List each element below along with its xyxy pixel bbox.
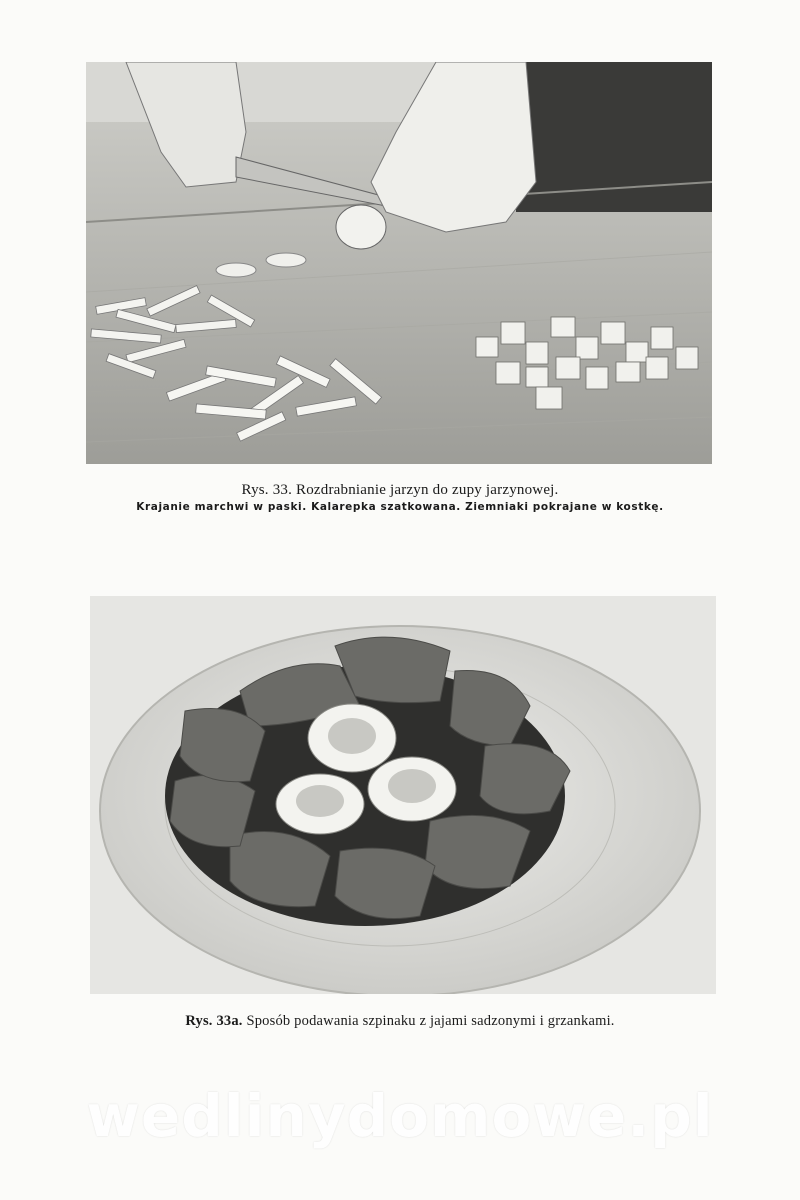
figure-2-caption [0,1013,800,1030]
figure-1-title: Rozdrabnianie jarzyn do zupy jarzynowej. [296,482,559,498]
figure-1-subtitle: Krajanie marchwi w paski. Kalarepka szatkowana. Ziemniaki pokrajane w kostkę. [136,501,664,513]
figure-2-label: Rys. 33a. [185,1013,243,1029]
watermark: wedlinydomowe.pl [86,1082,714,1150]
figure-1-label: Rys. 33. [241,482,293,498]
figure-2-title: Sposób podawania szpinaku z jajami sadzonymi i grzankami. [246,1013,615,1029]
photo-cutting-vegetables [86,62,712,464]
figure-1-caption [0,482,800,499]
photo-spinach-dish [90,596,716,994]
